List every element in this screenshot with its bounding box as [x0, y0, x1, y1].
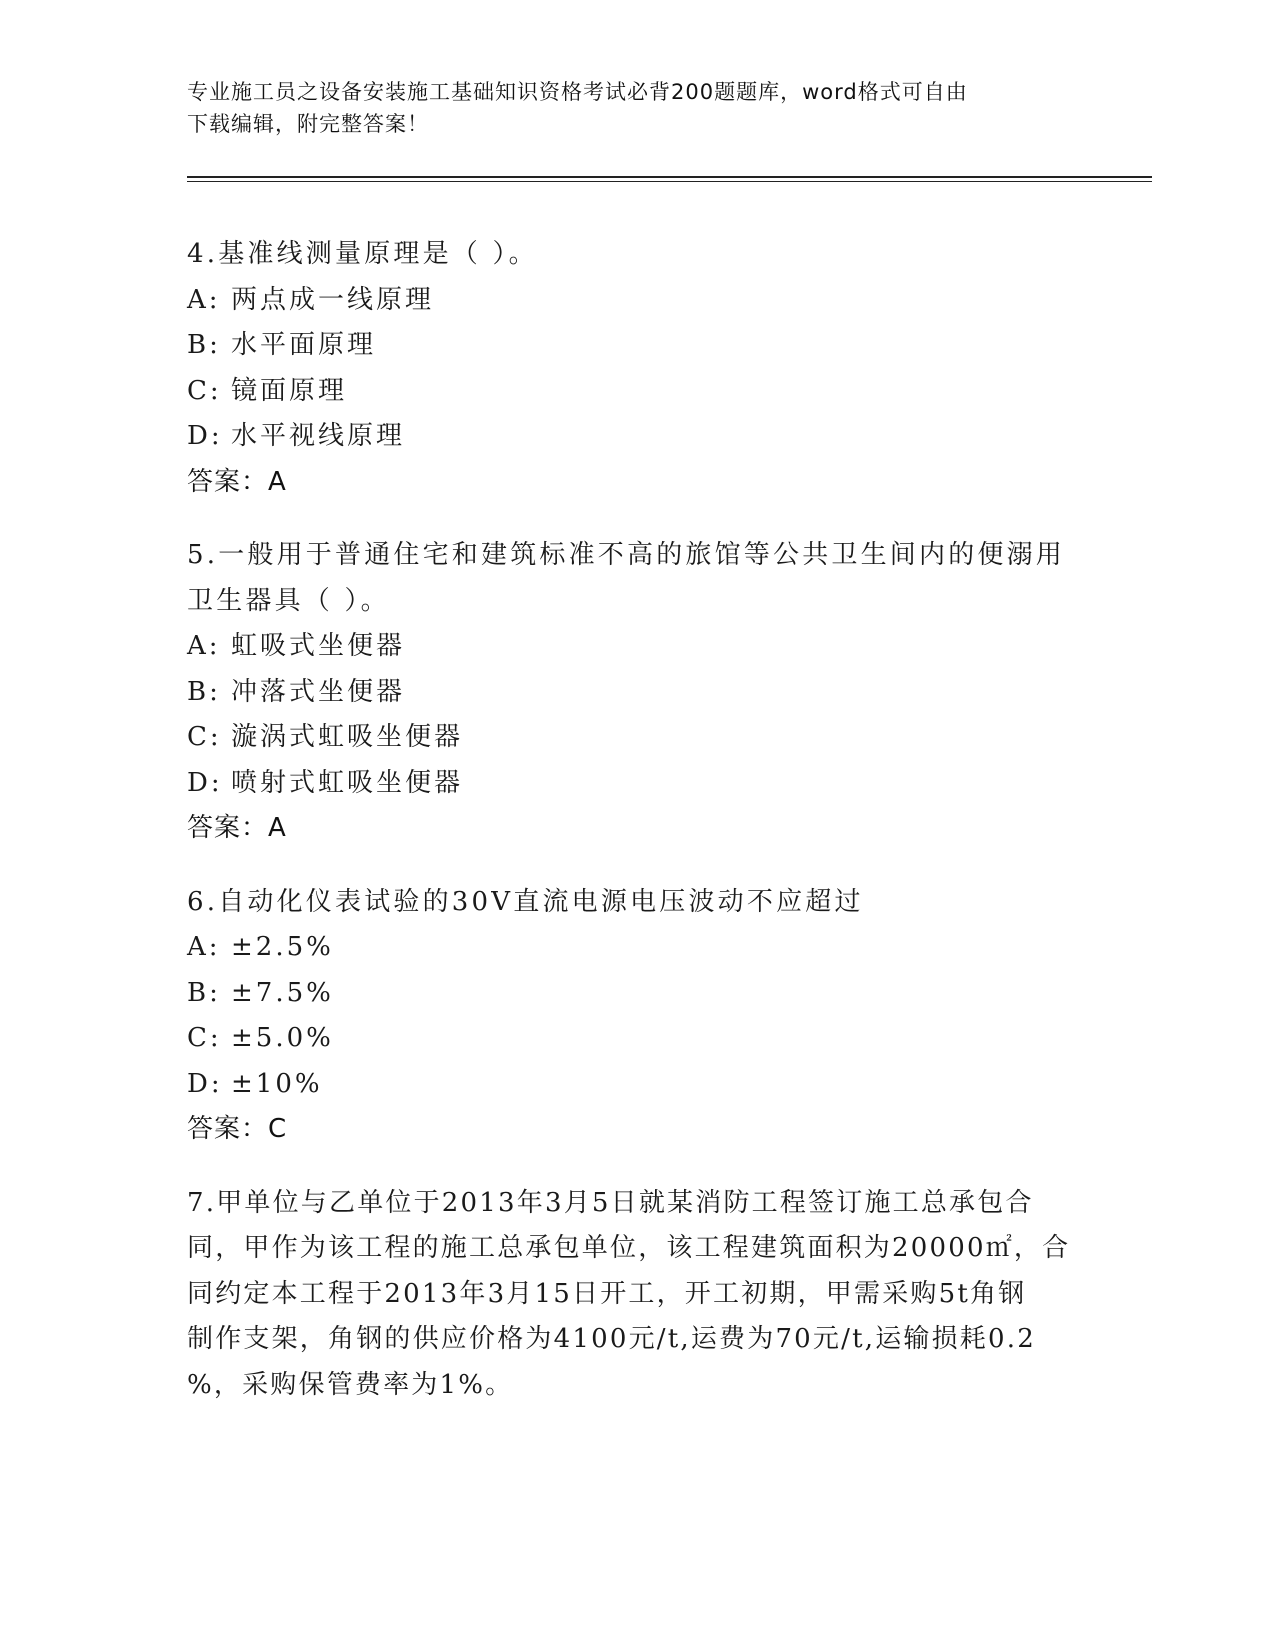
question-stem-line-1: 7.甲单位与乙单位于2013年3月5日就某消防工程签订施工总承包合: [187, 1187, 1034, 1218]
question-stem: 6.自动化仪表试验的30V直流电源电压波动不应超过: [187, 886, 864, 917]
document-header: [187, 76, 1067, 140]
answer-line: 答案：A: [187, 813, 287, 843]
question-7: [187, 1181, 1087, 1409]
option-b: [187, 323, 1087, 369]
option-d: [187, 1062, 1087, 1108]
option-text: 水平视线原理: [231, 421, 406, 451]
option-b: [187, 971, 1087, 1017]
header-rule-thin: [187, 181, 1152, 182]
option-text: ±7.5%: [231, 977, 334, 1008]
answer-line: 答案：C: [187, 1114, 288, 1144]
option-letter: B:: [187, 330, 221, 360]
option-letter: C:: [187, 375, 222, 406]
question-stem-line-1: 5.一般用于普通住宅和建筑标准不高的旅馆等公共卫生间内的便溺用: [187, 540, 1066, 570]
option-text: 冲落式坐便器: [231, 676, 406, 707]
option-text: ±10%: [231, 1068, 323, 1099]
question-4: [187, 232, 1087, 505]
header-rule-thick: [187, 176, 1152, 178]
option-letter: A:: [187, 284, 221, 315]
option-text: 漩涡式虹吸坐便器: [231, 722, 464, 752]
option-a: [187, 624, 1087, 670]
option-c: [187, 1016, 1087, 1062]
option-a: [187, 925, 1087, 971]
header-title-line-1: 专业施工员之设备安装施工基础知识资格考试必背200题题库，word格式可自由: [187, 80, 968, 104]
header-title-line-2: 下载编辑，附完整答案！: [187, 112, 429, 136]
option-letter: D:: [187, 1068, 223, 1099]
option-letter: C:: [187, 722, 222, 752]
answer-line: 答案：A: [187, 466, 287, 497]
question-6: [187, 880, 1087, 1153]
question-stem-line-3: 同约定本工程于2013年3月15日开工，开工初期，甲需采购5t角钢: [187, 1278, 1027, 1309]
option-letter: D:: [187, 421, 223, 451]
question-stem-line-5: %，采购保管费率为1%。: [187, 1369, 514, 1400]
question-5: [187, 533, 1087, 852]
option-letter: A:: [187, 631, 221, 661]
option-text: 两点成一线原理: [231, 284, 435, 315]
option-text: ±2.5%: [231, 932, 334, 962]
option-letter: D:: [187, 767, 223, 798]
option-d: [187, 414, 1087, 460]
question-list: [187, 232, 1087, 1436]
question-stem-line-4: 制作支架，角钢的供应价格为4100元/t,运费为70元/t,运输损耗0.2: [187, 1324, 1036, 1354]
question-stem-line-2: 同，甲作为该工程的施工总承包单位，该工程建筑面积为20000㎡，合: [187, 1233, 1071, 1263]
option-a: [187, 278, 1087, 324]
option-text: 镜面原理: [231, 375, 348, 406]
option-c: [187, 369, 1087, 415]
option-text: 水平面原理: [231, 330, 377, 360]
option-letter: B:: [187, 676, 221, 707]
option-letter: B:: [187, 977, 221, 1008]
option-b: [187, 670, 1087, 716]
option-d: [187, 761, 1087, 807]
option-text: ±5.0%: [231, 1023, 334, 1053]
option-letter: C:: [187, 1023, 222, 1053]
option-letter: A:: [187, 932, 221, 962]
option-text: 虹吸式坐便器: [231, 631, 406, 661]
question-stem: 4.基准线测量原理是（ ）。: [187, 239, 538, 269]
option-c: [187, 715, 1087, 761]
option-text: 喷射式虹吸坐便器: [231, 767, 464, 798]
question-stem-line-2: 卫生器具（ ）。: [187, 585, 390, 616]
